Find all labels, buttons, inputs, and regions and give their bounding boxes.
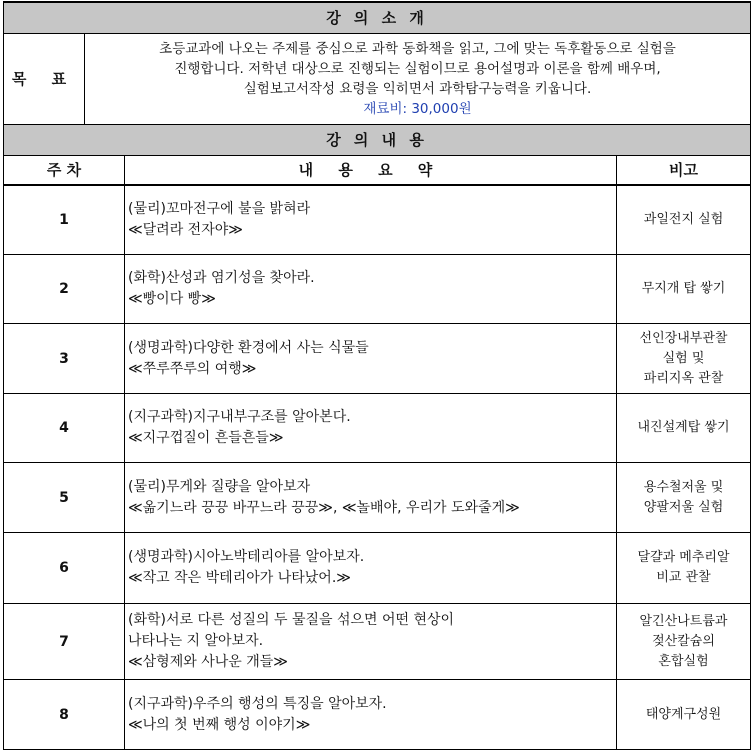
week-number: 4 <box>4 394 125 463</box>
lesson-note <box>617 255 751 324</box>
lesson-content <box>125 324 617 394</box>
lesson-line: 나타나는 지 알아보자. <box>128 633 264 649</box>
note-line: 비교 관찰 <box>656 570 711 585</box>
course-document <box>3 1 750 750</box>
lesson-content <box>125 255 617 324</box>
col-summary-header: 내 용 요 약 <box>125 155 617 185</box>
lesson-row <box>4 604 751 680</box>
goal-line: 초등교과에 나오는 주제를 중심으로 과학 동화책을 읽고, 그에 맞는 독후활동으로 실험을 <box>159 40 676 57</box>
lesson-line: ≪옮기느라 끙끙 바꾸느라 끙끙≫, ≪놀배야, 우리가 도와줄게≫ <box>128 499 520 516</box>
lesson-content <box>125 394 617 463</box>
lesson-line: (생명과학)다양한 환경에서 사는 식물들 <box>128 339 369 356</box>
week-number: 8 <box>4 680 125 750</box>
lesson-content <box>125 604 617 680</box>
lesson-line: (화학)산성과 염기성을 찾아라. <box>128 270 315 286</box>
note-line: 용수철저울 및 <box>643 479 724 495</box>
week-number: 7 <box>4 604 125 680</box>
week-number: 6 <box>4 533 125 604</box>
note-line: 달걀과 메추리알 <box>637 550 730 565</box>
note-line: 내진설계탑 쌓기 <box>637 420 730 435</box>
lesson-row <box>4 185 751 255</box>
lesson-content <box>125 463 617 533</box>
lesson-content <box>125 185 617 255</box>
note-line: 실험 및 <box>662 350 705 366</box>
course-table <box>3 1 751 750</box>
lesson-content <box>125 680 617 750</box>
lesson-note <box>617 680 751 750</box>
note-line: 선인장내부관찰 <box>639 330 728 346</box>
lesson-note <box>617 604 751 680</box>
lesson-row <box>4 394 751 463</box>
goal-description <box>85 33 751 124</box>
goal-line: 실험보고서작성 요령을 익히면서 과학탐구능력을 키웁니다. <box>243 80 592 97</box>
intro-header: 강 의 소 개 <box>4 2 751 33</box>
goal-line: 진행합니다. 저학년 대상으로 진행되는 실험이므로 용어설명과 이론을 함께 배우며, <box>174 60 661 77</box>
note-line: 태양계구성원 <box>645 706 722 722</box>
lesson-row <box>4 255 751 324</box>
lesson-line: (생명과학)시아노박테리아를 알아보자. <box>128 549 365 565</box>
lesson-note <box>617 394 751 463</box>
lesson-note <box>617 185 751 255</box>
lesson-row <box>4 463 751 533</box>
lesson-line: ≪삼형제와 사나운 개들≫ <box>128 654 288 670</box>
note-line: 젖산칼슘의 <box>652 633 715 649</box>
note-line: 혼합실험 <box>658 653 709 669</box>
week-number: 3 <box>4 324 125 394</box>
contents-header: 강 의 내 용 <box>4 124 751 155</box>
lesson-line: (지구과학)지구내부구조를 알아본다. <box>128 409 351 425</box>
material-cost: 재료비: 30,000원 <box>363 100 472 117</box>
lesson-line: (지구과학)우주의 행성의 특징을 알아보자. <box>128 695 387 712</box>
lesson-line: (물리)꼬마전구에 불을 밝혀라 <box>128 200 311 217</box>
lesson-content <box>125 533 617 604</box>
note-line: 알긴산나트륨과 <box>639 613 728 629</box>
col-week-header: 주 차 <box>4 155 125 185</box>
lesson-row <box>4 680 751 750</box>
week-number: 5 <box>4 463 125 533</box>
lesson-line: ≪나의 첫 번째 행성 이야기≫ <box>128 716 311 733</box>
lesson-note <box>617 324 751 394</box>
note-line: 파리지옥 관찰 <box>643 370 724 386</box>
lesson-line: (물리)무게와 질량을 알아보자 <box>128 478 311 495</box>
note-line: 과일전지 실험 <box>643 211 724 227</box>
goal-label: 목 표 <box>4 33 85 124</box>
lesson-line: ≪달려라 전자야≫ <box>128 221 243 238</box>
lesson-line: (화학)서로 다른 성질의 두 물질을 섞으면 어떤 현상이 <box>128 612 455 628</box>
col-note-header: 비고 <box>617 155 751 185</box>
week-number: 1 <box>4 185 125 255</box>
week-number: 2 <box>4 255 125 324</box>
lesson-line: ≪빵이다 빵≫ <box>128 291 216 307</box>
note-line: 무지개 탑 쌓기 <box>641 281 726 296</box>
lesson-note <box>617 463 751 533</box>
lesson-line: ≪지구껍질이 흔들흔들≫ <box>128 430 284 446</box>
lesson-note <box>617 533 751 604</box>
lesson-row <box>4 533 751 604</box>
note-line: 양팔저울 실험 <box>643 499 724 515</box>
lesson-line: ≪작고 작은 박테리아가 나타났어.≫ <box>128 570 351 586</box>
lesson-row <box>4 324 751 394</box>
lesson-line: ≪쭈루쭈루의 여행≫ <box>128 360 257 377</box>
